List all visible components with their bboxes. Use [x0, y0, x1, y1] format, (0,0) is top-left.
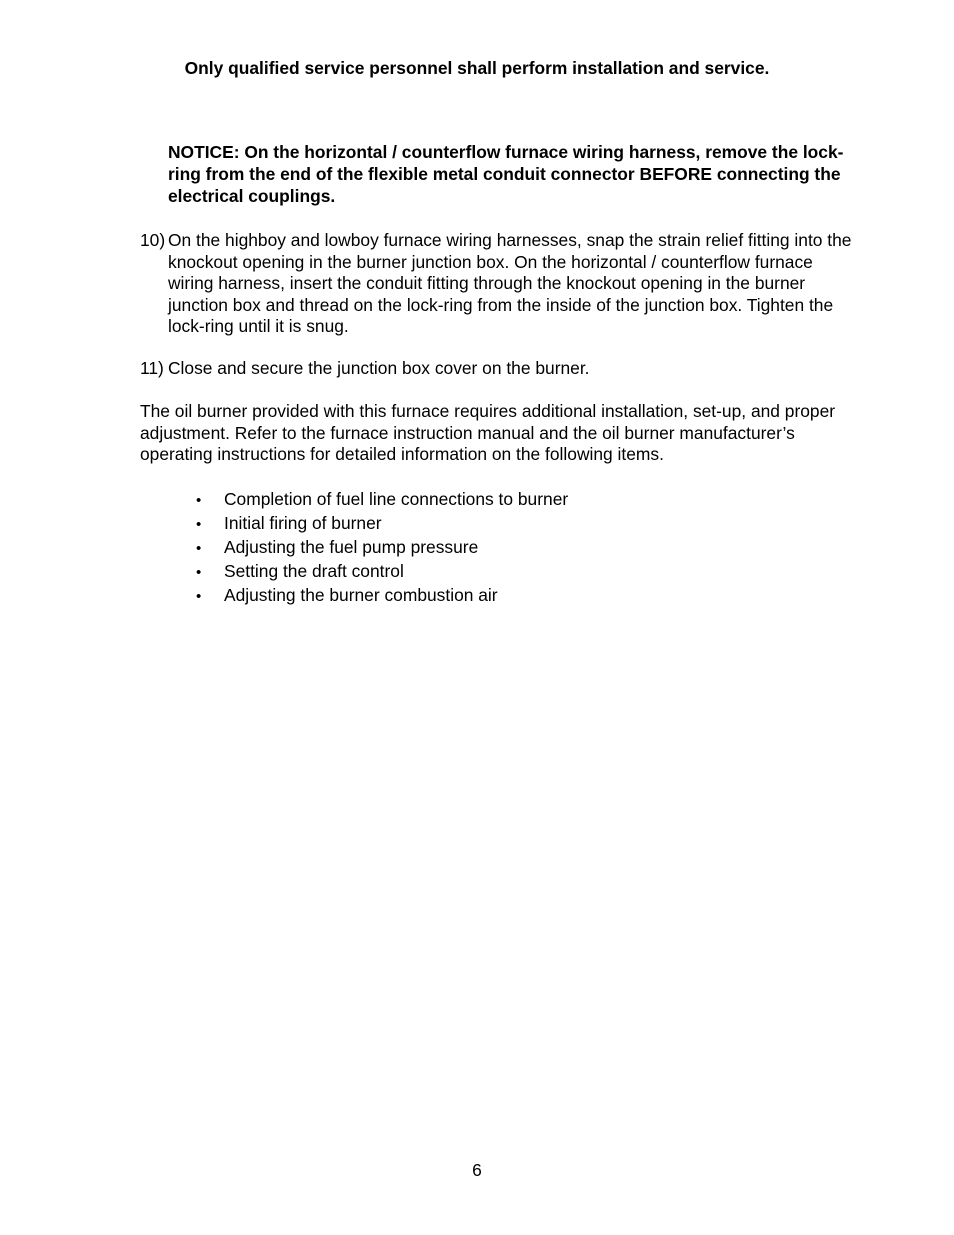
step-number: 10)	[140, 230, 166, 250]
adjustment-items-list	[196, 488, 568, 608]
notice-text: NOTICE: On the horizontal / counterflow furnace wiring harness, remove the lock-ring from the end of the flexible metal conduit connector BEFORE connecting the electrical couplings.	[168, 142, 844, 206]
list-item	[196, 536, 568, 560]
bullet-icon: •	[196, 492, 202, 509]
step-text: Close and secure the junction box cover on the burner.	[168, 358, 590, 378]
step-11	[140, 358, 860, 380]
list-item	[196, 488, 568, 512]
list-item-text: Initial firing of burner	[224, 513, 382, 533]
list-item-text: Adjusting the burner combustion air	[224, 585, 498, 605]
bullet-icon: •	[196, 564, 202, 581]
bullet-icon: •	[196, 588, 202, 605]
bullet-icon: •	[196, 540, 202, 557]
qualified-personnel-warning: Only qualified service personnel shall perform installation and service.	[184, 58, 770, 78]
list-item-text: Setting the draft control	[224, 561, 404, 581]
list-item	[196, 584, 568, 608]
list-item	[196, 512, 568, 536]
step-10	[140, 230, 860, 338]
list-item-text: Completion of fuel line connections to burner	[224, 489, 569, 509]
page-number: 6	[472, 1160, 482, 1180]
oil-burner-paragraph: The oil burner provided with this furnace requires additional installation, set-up, and proper adjustment. Refer to the furnace instruction manual and the oil burner manufacturer’s operating instructions for detailed information on the following items.	[140, 401, 836, 464]
list-item	[196, 560, 568, 584]
step-text: On the highboy and lowboy furnace wiring harnesses, snap the strain relief fitting into the knockout opening in the burner junction box. On the horizontal / counterflow furnace wiring harness, insert the conduit fitting through the knockout opening in the burner junction box and thread on the lock-ring from the inside of the junction box. Tighten the lock-ring until it is snug.	[168, 230, 852, 336]
list-item-text: Adjusting the fuel pump pressure	[224, 537, 479, 557]
step-number: 11)	[140, 358, 164, 378]
bullet-icon: •	[196, 516, 202, 533]
